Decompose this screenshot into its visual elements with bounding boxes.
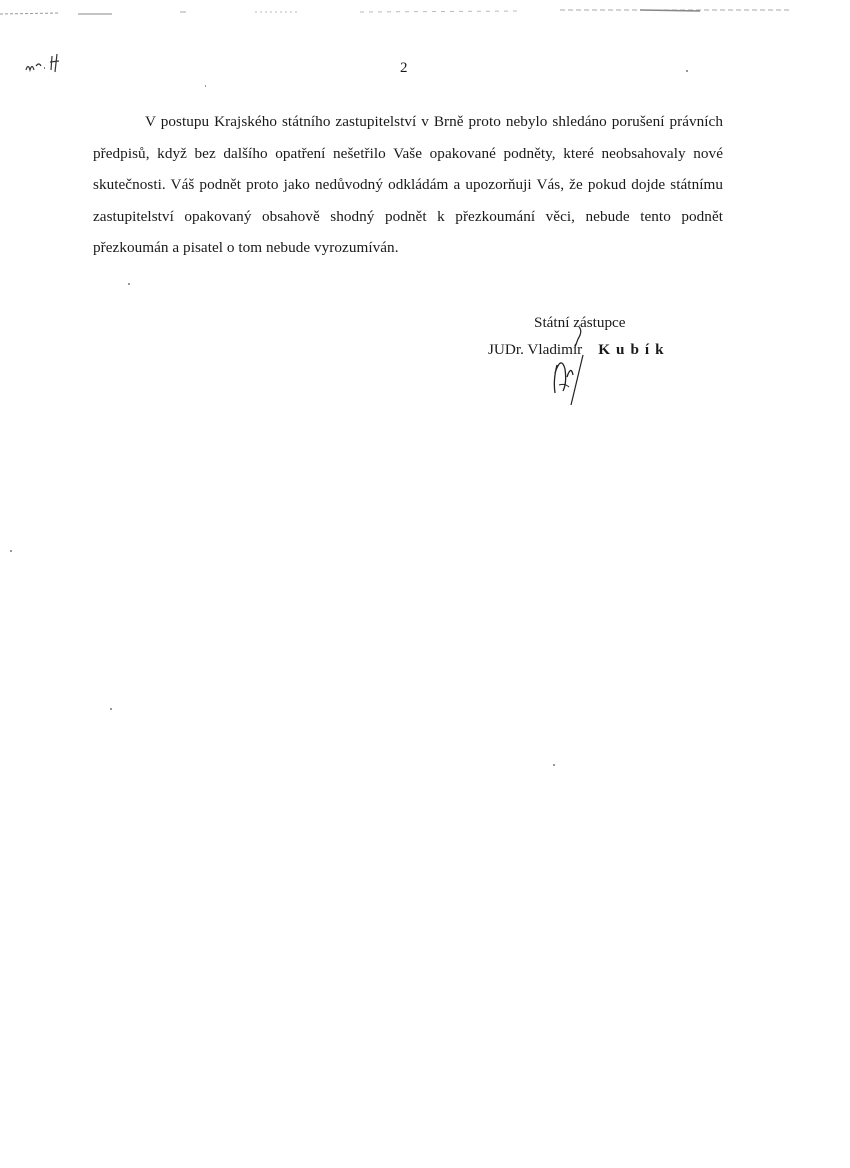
signatory-surname: Kubík [598, 341, 670, 358]
page-number: 2 [400, 60, 408, 76]
scan-speck [553, 764, 555, 766]
signatory-name-prefix: JUDr. Vladimír [488, 341, 583, 358]
scan-speck [110, 708, 112, 710]
body-paragraph: V postupu Krajského státního zastupitelství v Brně proto nebylo shledáno porušení právních předpisů, když bez dalšího opatření nešetřilo Vaše opakované podněty, které neobsahovaly nové skutečnosti. Váš podnět proto jako nedůvodný odkládám a upozorňuji Vás, že pokud dojde státnímu zastupitelství opakovaný obsahově shodný podnět k přezkoumání věci, nebude tento podnět přezkoumán a pisatel o tom nebude vyrozumíván. [93, 113, 723, 256]
scan-speck [686, 70, 688, 72]
handwritten-signature [545, 325, 595, 410]
scan-speck [128, 283, 130, 285]
scan-speck [205, 85, 206, 87]
signatory-title: Státní zástupce [534, 314, 626, 331]
scan-edge-noise [0, 0, 850, 20]
handwritten-margin-note [22, 48, 72, 78]
scan-speck [10, 550, 12, 552]
